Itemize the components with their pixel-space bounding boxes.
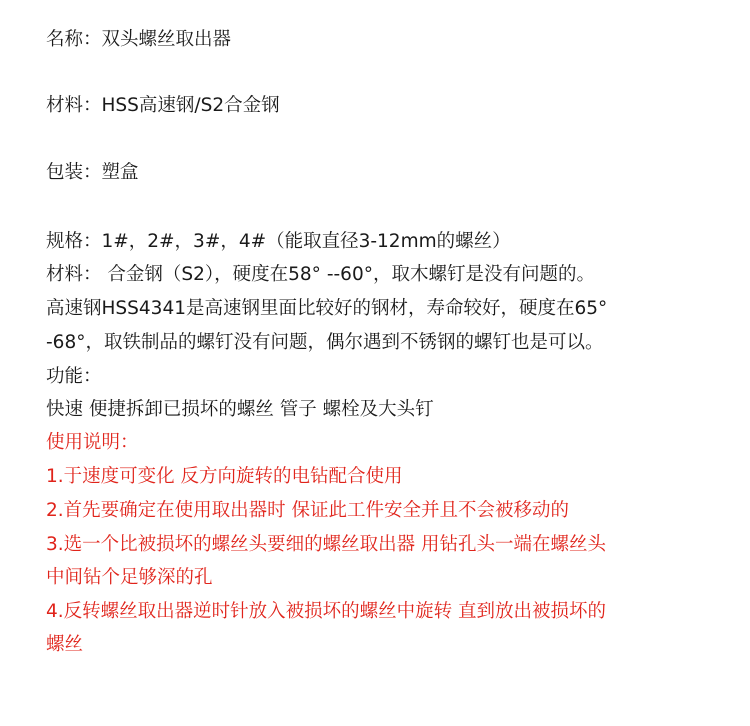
material-line: 材料：HSS高速钢/S2合金钢 — [46, 95, 280, 116]
package-line: 包装：塑盒 — [46, 162, 139, 183]
usage-step-3-line-1: 3.选一个比被损坏的螺丝头要细的螺丝取出器 用钻孔头一端在螺丝头 — [46, 534, 607, 555]
usage-step-3-line-2: 中间钻个足够深的孔 — [46, 567, 213, 588]
spec-line: 规格：1#，2#，3#，4#（能取直径3-12mm的螺丝） — [46, 231, 511, 252]
usage-step-4-line-2: 螺丝 — [46, 634, 84, 655]
spec-hardness-line: -68°，取铁制品的螺钉没有问题，偶尔遇到不锈钢的螺钉也是可以。 — [46, 332, 604, 353]
usage-step-4-line-1: 4.反转螺丝取出器逆时针放入被损坏的螺丝中旋转 直到放出被损坏的 — [46, 601, 607, 622]
spec-material-line: 材料： 合金钢（S2），硬度在58° --60°，取木螺钉是没有问题的。 — [46, 264, 595, 285]
usage-step-1: 1.于速度可变化 反方向旋转的电钻配合使用 — [46, 466, 403, 487]
product-name-line: 名称：双头螺丝取出器 — [46, 29, 232, 50]
usage-heading: 使用说明： — [46, 432, 139, 453]
spec-hss-line: 高速钢HSS4341是高速钢里面比较好的钢材，寿命较好，硬度在65° — [46, 298, 608, 319]
usage-step-2: 2.首先要确定在使用取出器时 保证此工件安全并且不会被移动的 — [46, 500, 570, 521]
function-text: 快速 便捷拆卸已损坏的螺丝 管子 螺栓及大头钉 — [46, 399, 434, 420]
function-heading: 功能： — [46, 366, 102, 387]
